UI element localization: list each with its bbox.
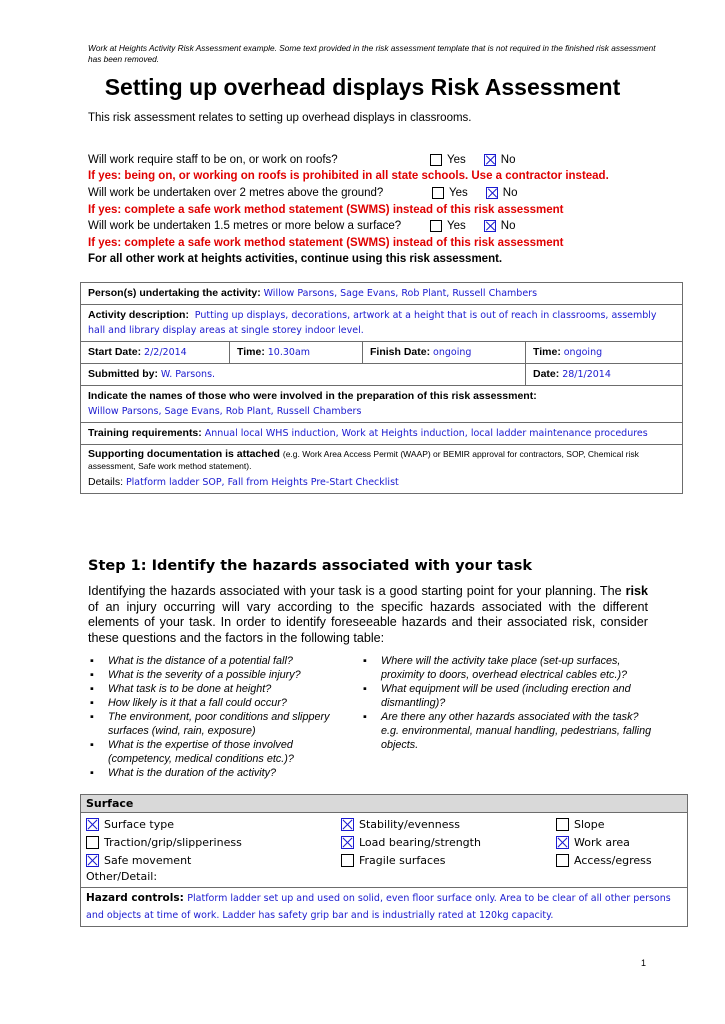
roofs-warning: If yes: being on, or working on roofs is prohibited in all state schools. Use a contractor instead. bbox=[88, 170, 609, 182]
para-part-1: Identifying the hazards associated with your task is a good starting point for your planning. The bbox=[88, 584, 626, 598]
check-safe-movement[interactable] bbox=[86, 854, 341, 867]
time-label: Time: bbox=[237, 346, 265, 358]
2m-yes-checkbox[interactable] bbox=[432, 187, 444, 199]
date-value[interactable]: 28/1/2014 bbox=[562, 369, 611, 380]
training-row bbox=[81, 423, 683, 445]
names-row bbox=[81, 386, 683, 423]
time-value[interactable]: 10.30am bbox=[267, 347, 311, 358]
names-label: Indicate the names of those who were involved in the preparation of this risk assessment: bbox=[88, 390, 537, 402]
list-item: ▪ What is the distance of a potential fall? bbox=[90, 654, 340, 668]
checkbox[interactable] bbox=[86, 836, 99, 849]
names-value[interactable]: Willow Parsons, Sage Evans, Rob Plant, Russell Chambers bbox=[88, 406, 362, 417]
date-cell bbox=[526, 364, 683, 386]
supporting-row bbox=[81, 445, 683, 494]
list-item: ▪ What is the expertise of those involved (competency, medical conditions etc.)? bbox=[90, 738, 340, 766]
checklist-row bbox=[86, 815, 682, 833]
check-label: Surface type bbox=[104, 817, 174, 831]
roofs-yes-no bbox=[430, 154, 515, 166]
yes-label: Yes bbox=[449, 187, 468, 199]
question-roofs: Will work require staff to be on, or work on roofs? bbox=[88, 154, 338, 166]
submitted-value[interactable]: W. Parsons. bbox=[160, 369, 216, 380]
para-risk-word: risk bbox=[625, 584, 648, 598]
persons-label: Person(s) undertaking the activity: bbox=[88, 287, 261, 299]
2m-no-checkbox[interactable] bbox=[486, 187, 498, 199]
1-5m-yes-checkbox[interactable] bbox=[430, 220, 442, 232]
left-question-list bbox=[90, 654, 340, 780]
training-label: Training requirements: bbox=[88, 427, 202, 439]
check-label: Traction/grip/slipperiness bbox=[104, 835, 242, 849]
checkbox[interactable] bbox=[556, 854, 569, 867]
2m-warning: If yes: complete a safe work method statement (SWMS) instead of this risk assessment bbox=[88, 204, 564, 216]
checkbox[interactable] bbox=[341, 836, 354, 849]
hazard-controls-value[interactable]: Platform ladder set up and used on solid, even floor surface only. Area to be clear of all other persons and objects at time of work. Ladder has safety grip bar and is industrially rated at 120kg capacity. bbox=[86, 893, 671, 921]
check-label: Fragile surfaces bbox=[359, 853, 446, 867]
continue-note: For all other work at heights activities, continue using this risk assessment. bbox=[88, 253, 503, 265]
check-slope[interactable] bbox=[556, 818, 605, 831]
activity-value[interactable]: Putting up displays, decorations, artwork at a height that is out of reach in classrooms, assembly hall and library display areas at single storey indoor level. bbox=[88, 310, 657, 336]
surface-heading: Surface bbox=[81, 795, 688, 813]
1-5m-no-checkbox[interactable] bbox=[484, 220, 496, 232]
checkbox[interactable] bbox=[341, 818, 354, 831]
2m-yes-no bbox=[432, 187, 517, 199]
page-number: 1 bbox=[641, 958, 647, 968]
question-2-metres: Will work be undertaken over 2 metres above the ground? bbox=[88, 187, 384, 199]
time2-value[interactable]: ongoing bbox=[563, 347, 603, 358]
date-label: Date: bbox=[533, 368, 560, 380]
hazard-controls-cell bbox=[81, 888, 688, 927]
checkbox[interactable] bbox=[556, 836, 569, 849]
list-item: ▪ What equipment will be used (including erection and dismantling)? bbox=[363, 682, 653, 710]
training-value[interactable]: Annual local WHS induction, Work at Heights induction, local ladder maintenance procedures bbox=[204, 428, 648, 439]
checkbox[interactable] bbox=[86, 854, 99, 867]
submitted-label: Submitted by: bbox=[88, 368, 158, 380]
check-surface-type[interactable] bbox=[86, 818, 341, 831]
check-access-egress[interactable] bbox=[556, 854, 652, 867]
step1-paragraph bbox=[88, 584, 648, 646]
time-cell bbox=[230, 342, 363, 364]
roofs-yes-checkbox[interactable] bbox=[430, 154, 442, 166]
check-label: Load bearing/strength bbox=[359, 835, 481, 849]
activity-label: Activity description: bbox=[88, 309, 189, 321]
header-note: Work at Heights Activity Risk Assessment example. Some text provided in the risk assessment template that is not required in the finished risk assessment has been removed. bbox=[88, 43, 656, 64]
details-value[interactable]: Platform ladder SOP, Fall from Heights Pre-Start Checklist bbox=[125, 477, 399, 488]
checklist-row bbox=[86, 851, 682, 869]
list-item: ▪ The environment, poor conditions and slippery surfaces (wind, rain, exposure) bbox=[90, 710, 340, 738]
finish-date-cell bbox=[363, 342, 526, 364]
supporting-note: (e.g. Work Area Access Permit (WAAP) or BEMIR approval for contractors, SOP, Chemical risk assessment, Safe work method statement). bbox=[88, 449, 639, 471]
checkbox[interactable] bbox=[556, 818, 569, 831]
check-label: Safe movement bbox=[104, 853, 192, 867]
other-detail: Other/Detail: bbox=[86, 870, 158, 883]
check-traction[interactable] bbox=[86, 836, 341, 849]
surface-checklist bbox=[81, 813, 688, 888]
1-5m-yes-no bbox=[430, 220, 515, 232]
surface-table bbox=[80, 794, 688, 927]
submitted-cell bbox=[81, 364, 526, 386]
check-fragile-surfaces[interactable] bbox=[341, 854, 556, 867]
check-stability[interactable] bbox=[341, 818, 556, 831]
no-label: No bbox=[500, 220, 516, 232]
check-label: Slope bbox=[574, 817, 605, 831]
hazard-controls-label: Hazard controls: bbox=[86, 892, 184, 904]
list-item: ▪ What is the duration of the activity? bbox=[90, 766, 340, 780]
start-date-cell bbox=[81, 342, 230, 364]
supporting-label: Supporting documentation is attached bbox=[88, 448, 280, 460]
question-1-5-metres: Will work be undertaken 1.5 metres or more below a surface? bbox=[88, 220, 402, 232]
no-label: No bbox=[502, 187, 518, 199]
no-label: No bbox=[500, 154, 516, 166]
check-load-bearing[interactable] bbox=[341, 836, 556, 849]
roofs-no-checkbox[interactable] bbox=[484, 154, 496, 166]
details-label: Details: bbox=[88, 476, 124, 488]
finish-date-value[interactable]: ongoing bbox=[433, 347, 472, 358]
check-label: Work area bbox=[574, 835, 630, 849]
activity-info-table bbox=[80, 282, 683, 494]
list-item: ▪ Where will the activity take place (set-up surfaces, proximity to doors, overhead electrical cables etc.)? bbox=[363, 654, 653, 682]
checkbox[interactable] bbox=[341, 854, 354, 867]
list-item: ▪ How likely is it that a fall could occur? bbox=[90, 696, 340, 710]
step1-heading: Step 1: Identify the hazards associated with your task bbox=[88, 558, 533, 574]
right-question-list bbox=[363, 654, 653, 752]
check-work-area[interactable] bbox=[556, 836, 630, 849]
list-item: ▪ What is the severity of a possible injury? bbox=[90, 668, 340, 682]
page-title: Setting up overhead displays Risk Assessment bbox=[104, 74, 621, 100]
yes-label: Yes bbox=[447, 154, 466, 166]
persons-value[interactable]: Willow Parsons, Sage Evans, Rob Plant, Russell Chambers bbox=[263, 288, 538, 299]
list-item: ▪ What task is to be done at height? bbox=[90, 682, 340, 696]
start-date-label: Start Date: bbox=[88, 346, 142, 358]
finish-date-label: Finish Date: bbox=[370, 346, 431, 358]
list-item: ▪ Are there any other hazards associated with the task? e.g. environmental, manual handling, pedestrians, falling objects. bbox=[363, 710, 653, 752]
start-date-value[interactable]: 2/2/2014 bbox=[144, 347, 187, 358]
checkbox[interactable] bbox=[86, 818, 99, 831]
1-5m-warning: If yes: complete a safe work method statement (SWMS) instead of this risk assessment bbox=[88, 237, 564, 249]
time2-label: Time: bbox=[533, 346, 561, 358]
para-part-2: of an injury occurring will vary according to the specific hazards associated with the different elements of your task. In order to identify foreseeable hazards and their associated risk, consider these questions and the factors in the following table: bbox=[88, 599, 648, 645]
checklist-row bbox=[86, 833, 682, 851]
check-label: Stability/evenness bbox=[359, 817, 460, 831]
check-label: Access/egress bbox=[574, 853, 652, 867]
yes-label: Yes bbox=[447, 220, 466, 232]
time2-cell bbox=[526, 342, 683, 364]
intro-text: This risk assessment relates to setting up overhead displays in classrooms. bbox=[88, 112, 472, 124]
persons-row bbox=[81, 283, 683, 305]
activity-row bbox=[81, 305, 683, 342]
